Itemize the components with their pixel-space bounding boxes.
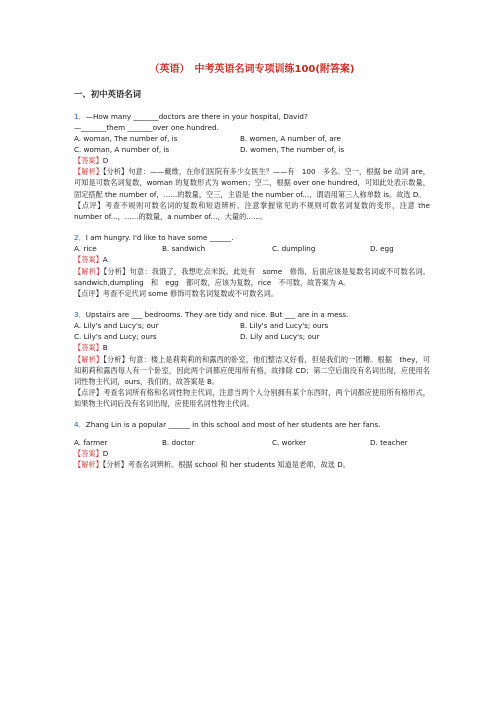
question-text: Zhang Lin is a popular ______ in this school and most of her students are her fans. [85,420,381,430]
question-2 [74,232,430,299]
answer-line [74,254,430,265]
comment-para [74,200,430,222]
question-text: I am hungry. I'd like to have some ______. [85,233,234,243]
option-c: C. worker [272,437,307,447]
answer-tag: 【答案】 [74,255,103,265]
comment-text: 考查不规则可数名词的复数和短语辨析。注意掌握常见的不规则可数名词复数的变形，注意 the number of...，......的数量，a number of...，大量的......。 [74,200,430,221]
comment-tag: 【点评】 [74,288,103,298]
answer-value: A [102,255,108,265]
question-stem [74,232,430,243]
answer-line [74,448,430,459]
answer-tag: 【答案】 [74,448,103,458]
answer-value: D [102,448,109,458]
answer-line [74,342,430,353]
option-d: D. egg [370,244,394,254]
options [74,320,430,342]
options [74,243,430,254]
option-b: B. women, A number of, are [240,133,341,143]
analysis-tag: 【解析】 [74,354,104,364]
question-3 [74,309,430,409]
analysis-text: 【分析】句意：——戴维，在你们医院有多少女医生？——有 100 多名。空一，根据 be 动词 are，可知是可数名词复数，woman 的复数形式为 women；空二，根据 over one hundred，可知此处表示数量，固定搭配 the number of，......的数量，空三，主语是 the number of...，谓语用第三人称单数 is。故选 D。 [74,167,430,199]
option-d: D. Lily and Lucy's; our [240,332,320,342]
comment-tag: 【点评】 [74,200,106,210]
question-number: 1． [74,111,86,121]
analysis-para [74,354,430,387]
option-a: A. rice [74,244,97,254]
question-4 [74,419,430,470]
option-d: D. teacher [370,437,408,447]
option-b: B. sandwich [162,244,206,254]
options [74,437,430,448]
comment-para [74,387,430,409]
question-text: Upstairs are ___ bedrooms. They are tidy and nice. But ___ are in a mess. [85,310,349,320]
analysis-para [74,266,430,288]
analysis-para [74,459,430,470]
comment-tag: 【点评】 [74,388,104,398]
analysis-text: 【分析】句意：我饿了，我想吃点米饭。此处有 some 修饰，后面应该是复数名词或不可数名词。sandwich,dumpling 和 egg 都可数，应该为复数，rice 不可数，故答案为 A。 [74,266,430,287]
question-number: 2． [74,233,86,243]
option-b: B. Lily's and Lucy's; ours [240,321,329,331]
option-a: A. woman, The number of, is [74,133,178,143]
answer-value: D [102,156,109,166]
question-stem [74,309,430,320]
analysis-tag: 【解析】 [74,266,104,276]
analysis-text: 【分析】考查名词辨析。根据 school 和 her students 知道是老师，故选 D。 [102,459,350,469]
analysis-tag: 【解析】 [74,167,103,177]
answer-line [74,155,430,166]
question-stem [74,111,430,122]
answer-tag: 【答案】 [74,343,103,353]
answer-value: B [102,343,108,353]
options [74,133,430,155]
analysis-para [74,166,430,199]
option-c: C. woman, A number of, is [74,144,170,154]
question-number: 4． [74,420,86,430]
option-a: A. farmer [74,437,108,447]
question-stem [74,419,430,430]
option-a: A. Lily's and Lucy's; our [74,321,159,331]
analysis-tag: 【解析】 [74,459,103,469]
comment-text: 考查名词所有格和名词性物主代词，注意当两个人分别拥有某个东西时，两个词都应使用所有格形式，如果物主代词后没有名词出现，应使用名词性物主代词。 [74,388,430,409]
section-heading: 一、初中英语名词 [74,88,141,99]
option-c: C. Lily's and Lucy; ours [74,332,157,342]
comment-para [74,288,430,299]
option-c: C. dumpling [272,244,316,254]
answer-tag: 【答案】 [74,156,103,166]
question-text: —How many _______doctors are there in your hospital, David? [85,111,308,121]
question-number: 3． [74,310,86,320]
question-stem-line-2: —_______them _______over one hundred. [74,122,219,132]
comment-text: 考查不定代词 some 修饰可数名词复数或不可数名词。 [102,288,278,298]
document-title: （英语） 中考英语名词专项训练100(附答案) [149,64,355,75]
question-1 [74,111,430,223]
analysis-text: 【分析】句意：楼上是莉莉莉的和露西的卧室，他们整洁又好看，但是我们的一团糟。根据 they，可知莉莉和露西每人有一个卧室，因此两个词都应使用所有格，故排除 CD；第二空后面没有名词出现，应使用名词性物主代词，ours，我们的，故答案是 B。 [74,354,430,386]
option-b: B. doctor [162,437,195,447]
option-d: D. women, The number of, is [240,144,345,154]
